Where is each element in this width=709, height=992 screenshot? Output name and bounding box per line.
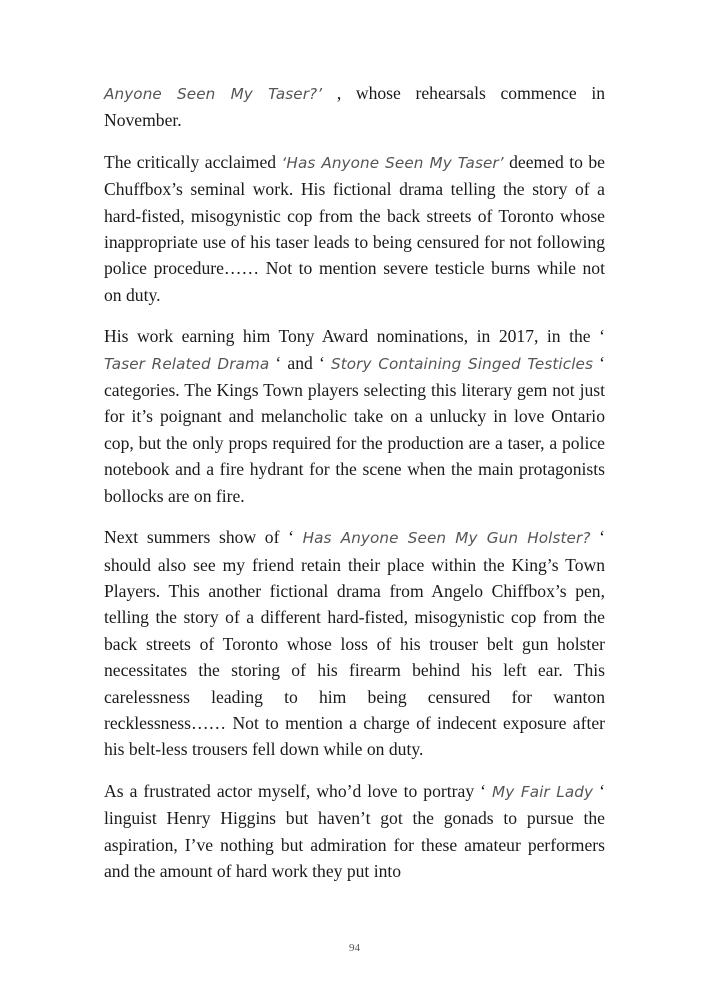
play-title: Has Anyone Seen My Gun Holster? (302, 529, 591, 548)
play-title: Anyone Seen My Taser?’ (104, 85, 323, 103)
paragraph-text: ‘ linguist Henry Higgins but haven’t got the gonads to pursue the aspiration, I’ve nothing but admiration for these amateur performers and the amount of hard work they put into (104, 780, 605, 881)
paragraph-3 (104, 323, 605, 509)
paragraph-4 (104, 524, 605, 763)
page-number: 94 (349, 942, 360, 954)
paragraph-text: His work earning him Tony Award nominations, in 2017, in the ‘ (104, 326, 605, 347)
award-category: Story Containing Singed Testicles (330, 354, 593, 373)
paragraph-text: ‘ and ‘ (269, 352, 331, 373)
paragraph-text: ‘ should also see my friend retain their place within the King’s Town Players. This another fictional drama from Angelo Chiffbox’s pen, telling the story of a different hard-fisted, misogynistic cop from the back streets of Toronto whose loss of his trouser belt gun holster necessitates the storing of his firearm behind his left ear. This carelessness leading to him being censured for wanton recklessness…… Not to mention a charge of indecent exposure after his belt-less trousers fell down while on duty. (104, 527, 606, 760)
play-title: ‘Has Anyone Seen My Taser’ (281, 153, 504, 172)
play-title: My Fair Lady (492, 782, 594, 801)
award-category: Taser Related Drama (104, 354, 270, 373)
paragraph-1 (104, 80, 605, 134)
paragraph-text: Next summers show of ‘ (104, 527, 303, 548)
paragraph-2 (104, 149, 605, 308)
paragraph-text: , whose rehearsals commence in November. (104, 83, 606, 131)
paragraph-text: The critically acclaimed (104, 151, 282, 172)
paragraph-5 (104, 778, 605, 885)
body-text (104, 80, 605, 899)
paragraph-text: deemed to be Chuffbox’s seminal work. His fictional drama telling the story of a hard-fisted, misogynistic cop from the back streets of Toronto whose inappropriate use of his taser leads to being censured for not following police procedure…… Not to mention severe testicle burns while not on duty. (104, 151, 605, 305)
paragraph-text: ‘ categories. The Kings Town players selecting this literary gem not just for it’s poignant and melancholic take on a unlucky in love Ontario cop, but the only props required for the production are a taser, a police notebook and a fire hydrant for the scene when the main protagonists bollocks are on fire. (104, 352, 605, 506)
paragraph-text: As a frustrated actor myself, who’d love to portray ‘ (104, 780, 493, 801)
